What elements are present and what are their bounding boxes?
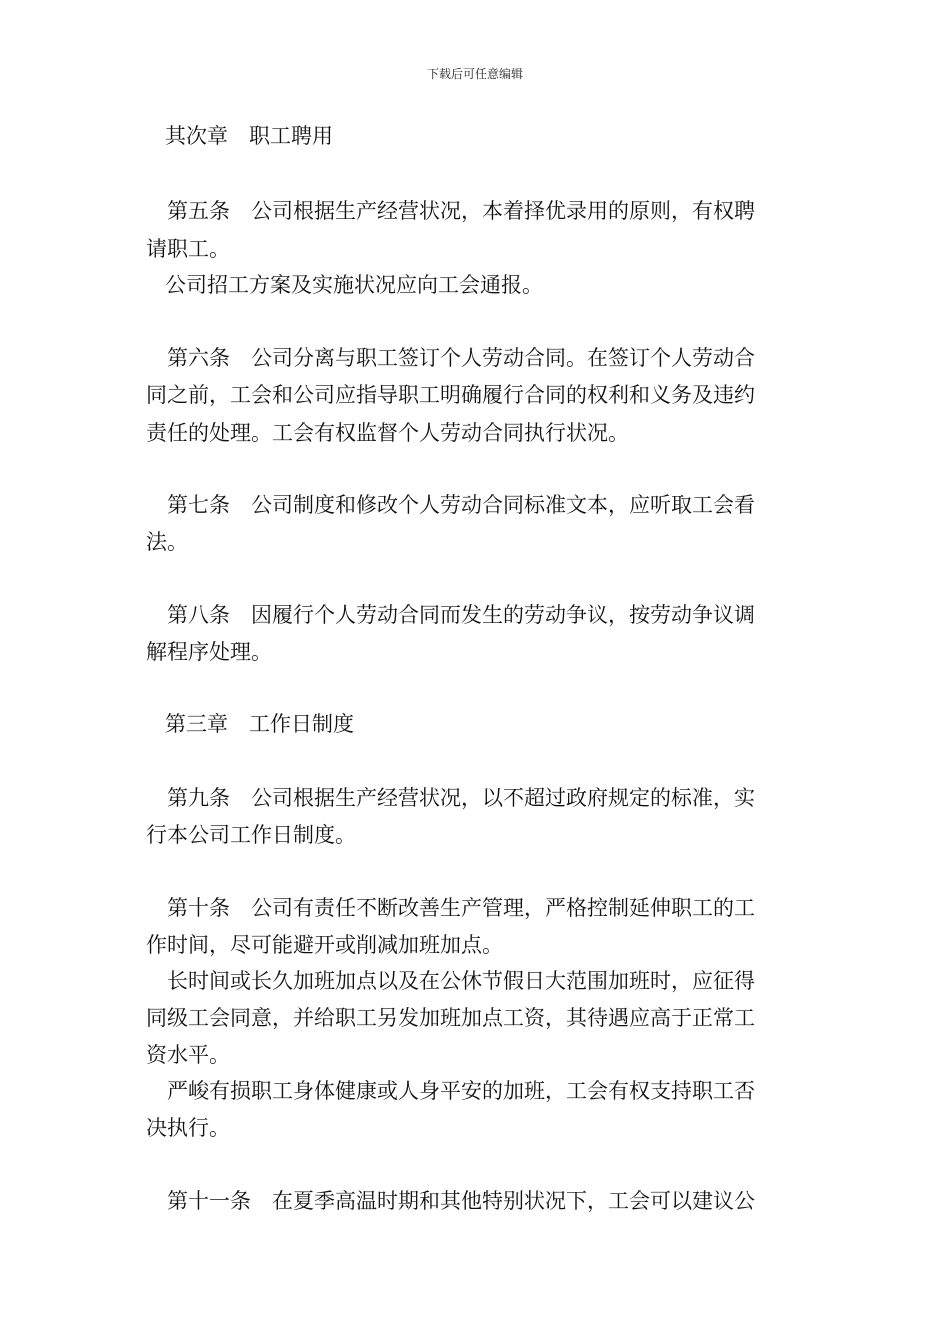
paragraph-line: 第十一条 在夏季高温时期和其他特别状况下，工会可以建议公: [167, 1189, 755, 1213]
paragraph-line: 责任的处理。工会有权监督个人劳动合同执行状况。: [146, 421, 629, 445]
paragraph-line: 第八条 因履行个人劳动合同而发生的劳动争议，按劳动争议调: [167, 603, 755, 627]
chapter-heading: 其次章 职工聘用: [165, 124, 333, 148]
paragraph-line: 决执行。: [146, 1116, 230, 1140]
paragraph-line: 第七条 公司制度和修改个人劳动合同标准文本，应听取工会看: [167, 493, 755, 517]
paragraph-line: 行本公司工作日制度。: [146, 823, 356, 847]
paragraph-line: 第十条 公司有责任不断改善生产管理，严格控制延伸职工的工: [167, 896, 755, 920]
paragraph-line: 资水平。: [146, 1043, 230, 1067]
paragraph-line: 第五条 公司根据生产经营状况，本着择优录用的原则，有权聘: [167, 199, 755, 223]
chapter-heading: 第三章 工作日制度: [165, 712, 354, 736]
paragraph-line: 长时间或长久加班加点以及在公休节假日大范围加班时，应征得: [167, 969, 755, 993]
paragraph-line: 法。: [146, 530, 188, 554]
paragraph-line: 同级工会同意，并给职工另发加班加点工资，其待遇应高于正常工: [146, 1006, 755, 1030]
paragraph-line: 解程序处理。: [146, 640, 272, 664]
paragraph-line: 第九条 公司根据生产经营状况，以不超过政府规定的标准，实: [167, 786, 755, 810]
paragraph-line: 请职工。: [146, 237, 230, 261]
paragraph-line: 严峻有损职工身体健康或人身平安的加班，工会有权支持职工否: [167, 1079, 755, 1103]
paragraph-line: 公司招工方案及实施状况应向工会通报。: [165, 273, 543, 297]
paragraph-line: 第六条 公司分离与职工签订个人劳动合同。在签订个人劳动合: [167, 346, 755, 370]
paragraph-line: 同之前，工会和公司应指导职工明确履行合同的权利和义务及违约: [146, 383, 755, 407]
page-header: 下载后可任意编辑: [426, 67, 523, 81]
paragraph-line: 作时间，尽可能避开或削减加班加点。: [146, 933, 503, 957]
